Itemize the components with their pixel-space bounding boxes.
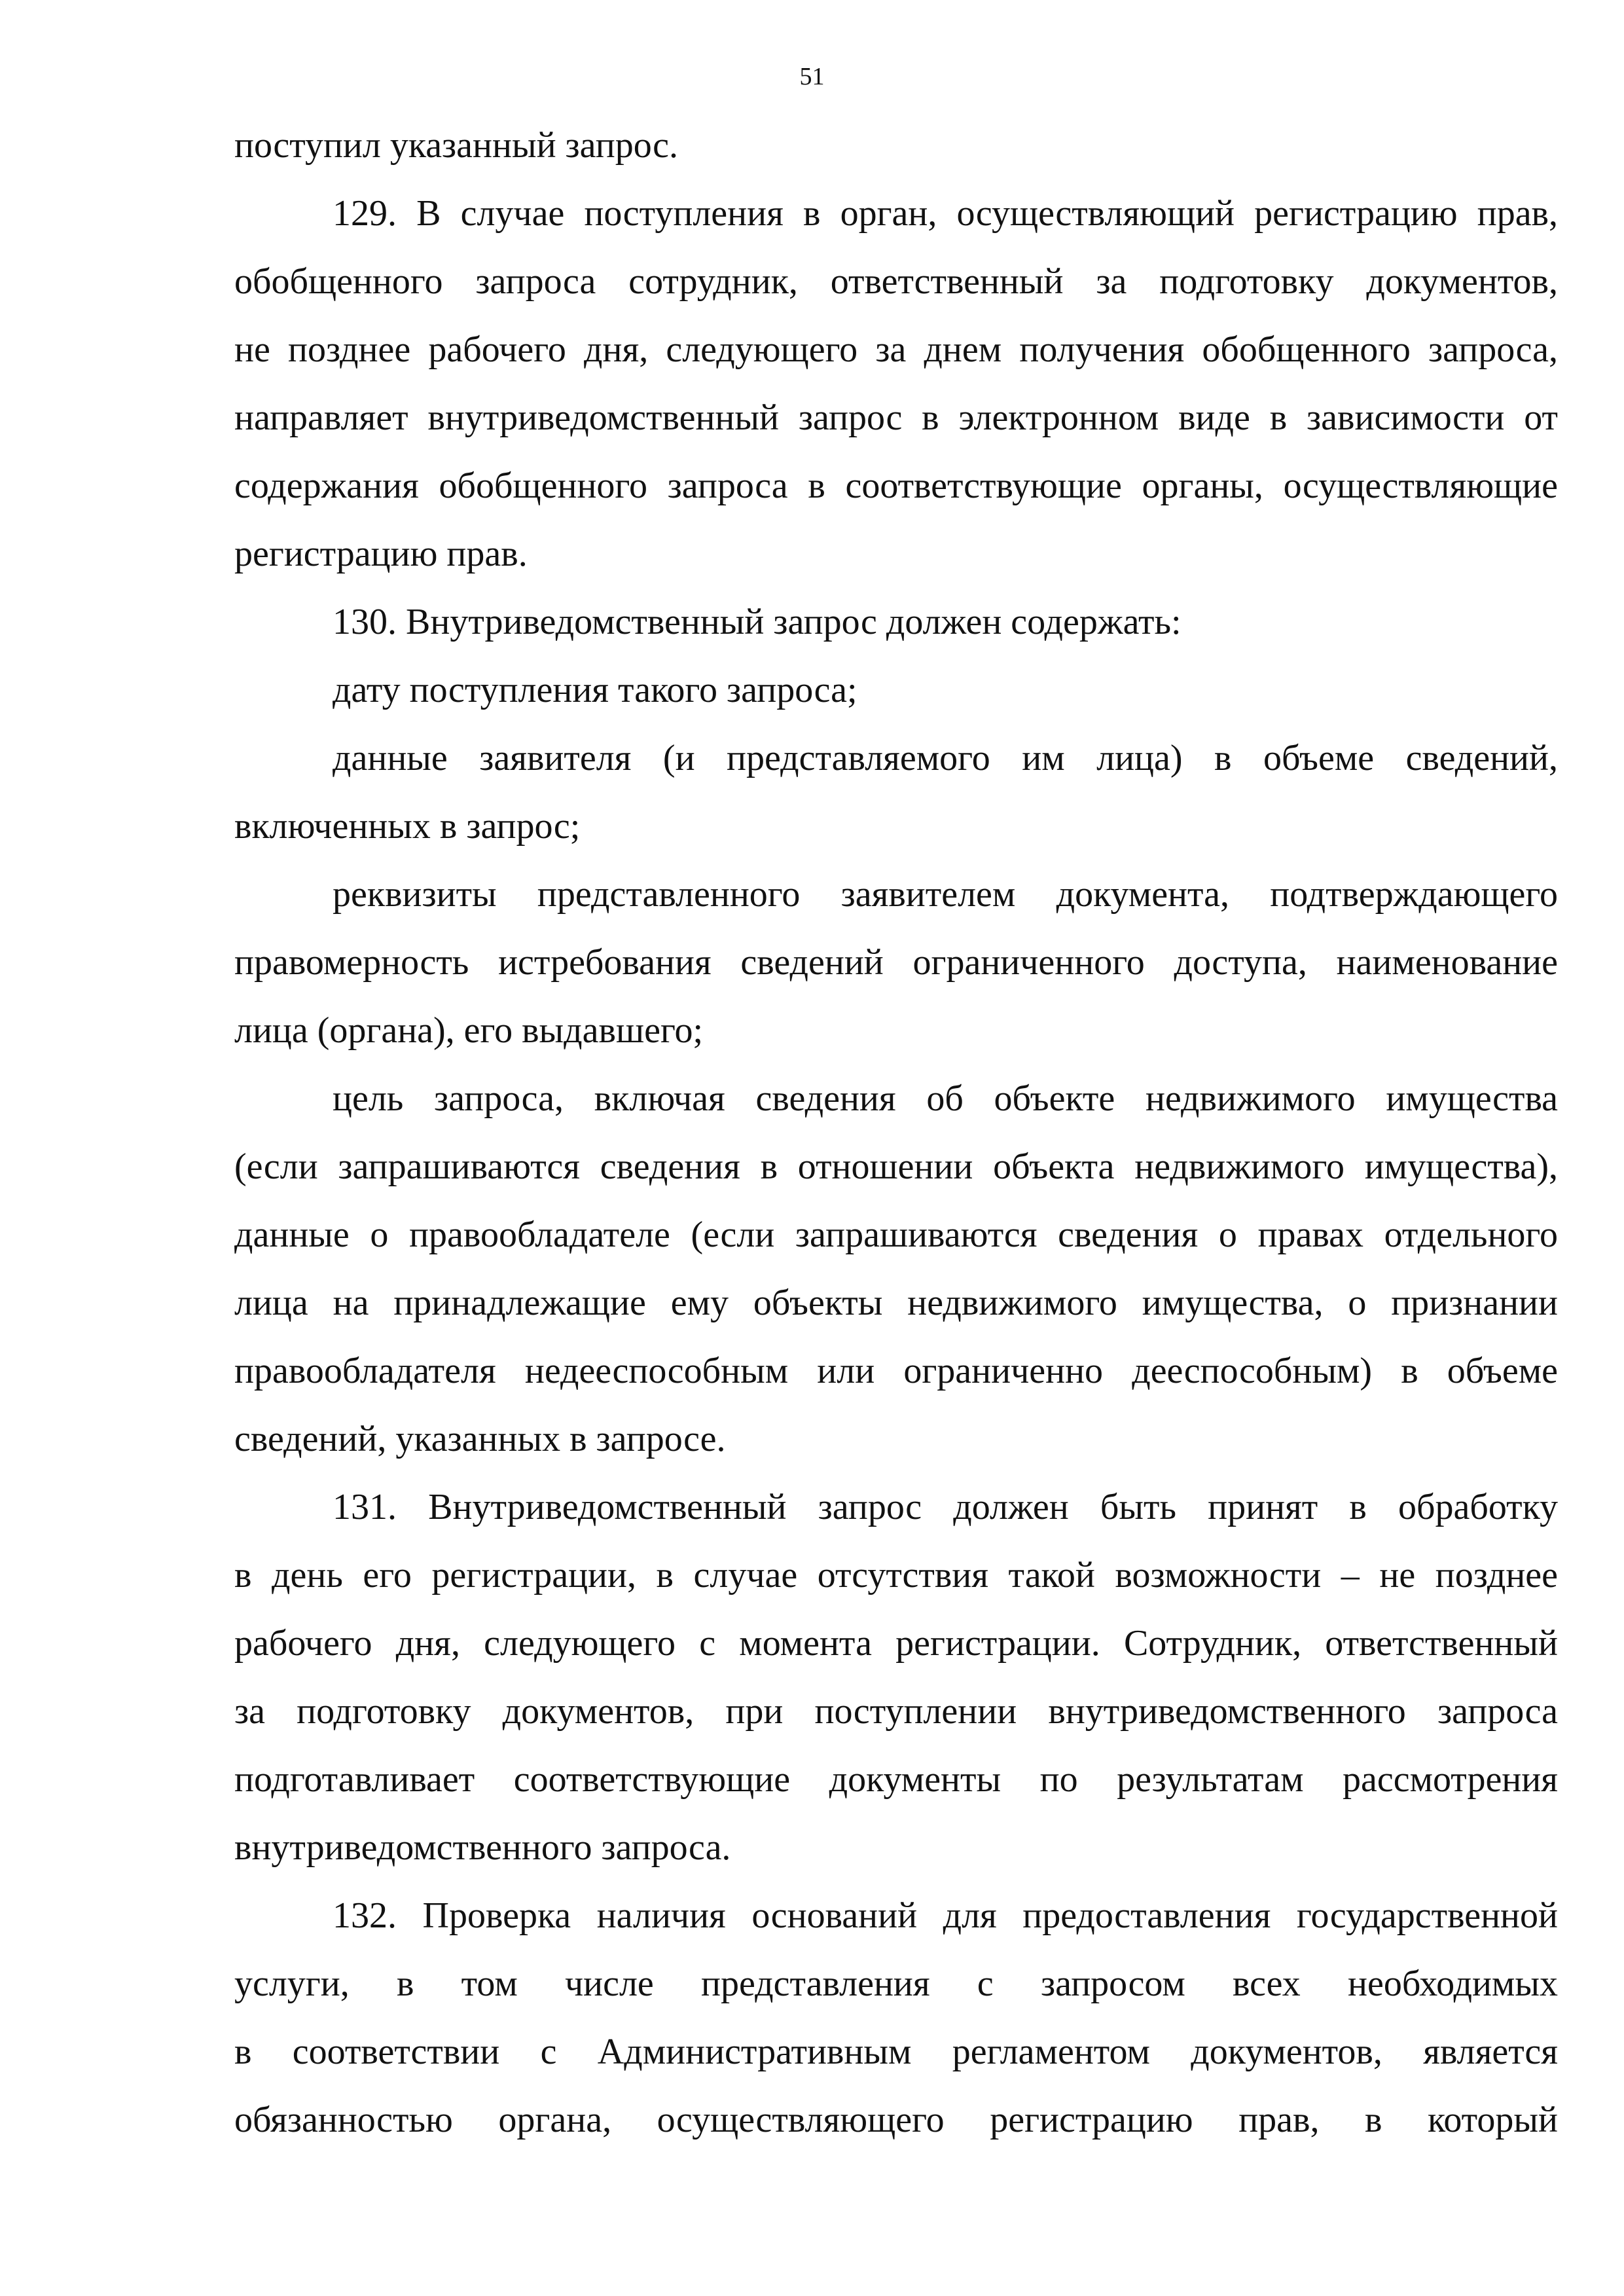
text-line: сведений, указанных в запросе. bbox=[234, 1419, 726, 1459]
text-line: в день его регистрации, в случае отсутствия такой возможности – не позднее bbox=[234, 1555, 1558, 1595]
text-line: направляет внутриведомственный запрос в электронном виде в зависимости от bbox=[234, 397, 1558, 438]
text-line: включенных в запрос; bbox=[234, 806, 581, 847]
paragraph-132-line: 132. Проверка наличия оснований для предоставления государственной bbox=[333, 1895, 1558, 1936]
list-item-line: данные заявителя (и представляемого им лица) в объеме сведений, bbox=[333, 738, 1558, 778]
text-line: поступил указанный запрос. bbox=[234, 125, 679, 166]
text-line: правомерность истребования сведений ограниченного доступа, наименование bbox=[234, 942, 1558, 983]
text-line: лица на принадлежащие ему объекты недвижимого имущества, о признании bbox=[234, 1283, 1558, 1323]
list-item-line: цель запроса, включая сведения об объекте недвижимого имущества bbox=[333, 1078, 1558, 1119]
paragraph-129-line: 129. В случае поступления в орган, осуществляющий регистрацию прав, bbox=[333, 193, 1558, 234]
text-line: рабочего дня, следующего с момента регистрации. Сотрудник, ответственный bbox=[234, 1623, 1558, 1664]
paragraph-130-line: 130. Внутриведомственный запрос должен содержать: bbox=[333, 602, 1182, 642]
text-line: данные о правообладателе (если запрашиваются сведения о правах отдельного bbox=[234, 1214, 1558, 1255]
document-body bbox=[234, 111, 1558, 2154]
list-item-line: реквизиты представленного заявителем документа, подтверждающего bbox=[333, 874, 1558, 915]
paragraph-131-line: 131. Внутриведомственный запрос должен быть принят в обработку bbox=[333, 1487, 1558, 1527]
text-line: лица (органа), его выдавшего; bbox=[234, 1010, 704, 1051]
text-line: услуги, в том числе представления с запросом всех необходимых bbox=[234, 1963, 1558, 2004]
text-line: за подготовку документов, при поступлении внутриведомственного запроса bbox=[234, 1691, 1558, 1732]
text-line: (если запрашиваются сведения в отношении объекта недвижимого имущества), bbox=[234, 1146, 1558, 1187]
text-line: регистрацию прав. bbox=[234, 534, 528, 574]
text-line: внутриведомственного запроса. bbox=[234, 1827, 731, 1868]
text-line: обобщенного запроса сотрудник, ответственный за подготовку документов, bbox=[234, 261, 1558, 302]
text-line: правообладателя недееспособным или ограниченно дееспособным) в объеме bbox=[234, 1351, 1558, 1391]
list-item-line: дату поступления такого запроса; bbox=[333, 670, 857, 710]
page-number: 51 bbox=[799, 63, 825, 90]
text-line: обязанностью органа, осуществляющего регистрацию прав, в который bbox=[234, 2100, 1558, 2140]
text-line: в соответствии с Административным регламентом документов, является bbox=[234, 2032, 1558, 2072]
text-line: не позднее рабочего дня, следующего за днем получения обобщенного запроса, bbox=[234, 329, 1558, 370]
text-line: подготавливает соответствующие документы по результатам рассмотрения bbox=[234, 1759, 1558, 1800]
text-line: содержания обобщенного запроса в соответствующие органы, осуществляющие bbox=[234, 465, 1558, 506]
